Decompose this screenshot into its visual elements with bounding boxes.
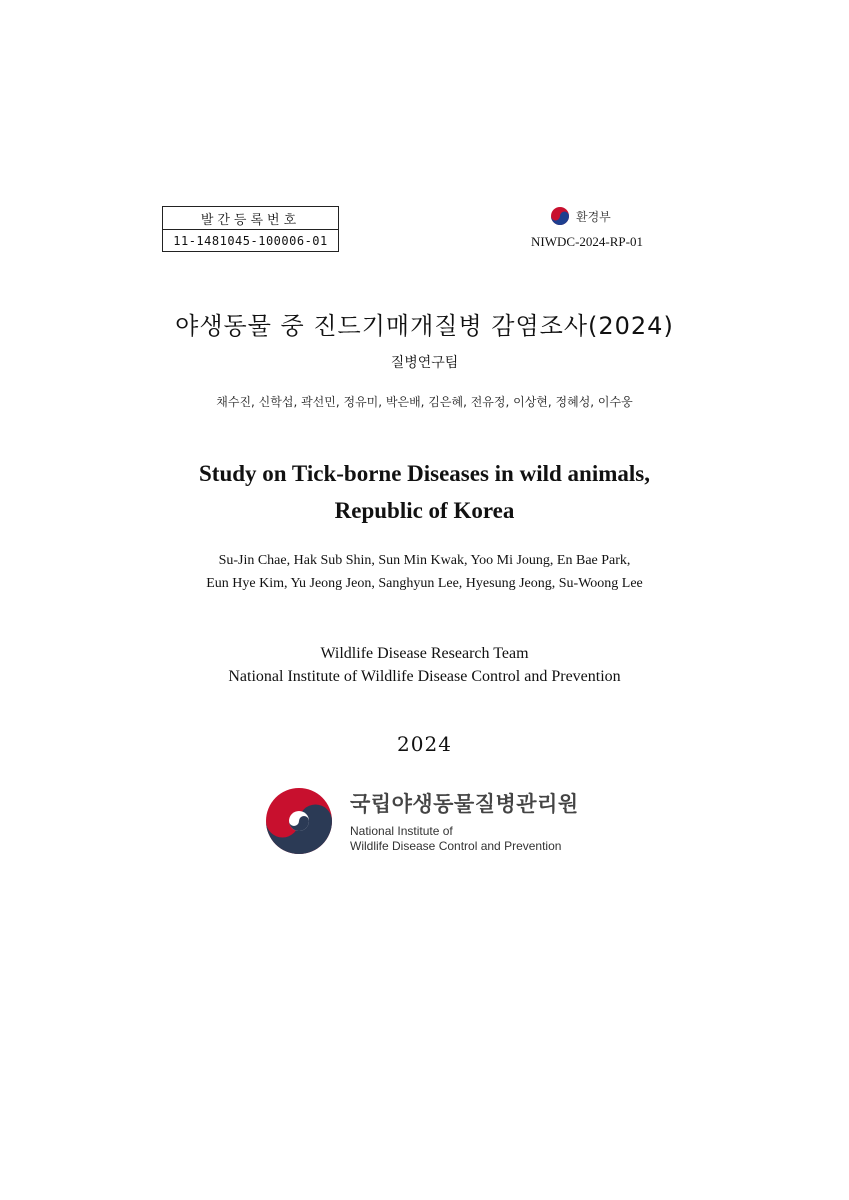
institute-logo — [264, 786, 579, 856]
institute-name-en-line2: Wildlife Disease Control and Prevention — [350, 839, 562, 853]
ministry-name: 환경부 — [576, 209, 611, 224]
institute-name-en — [350, 824, 579, 854]
korean-title: 야생동물 중 진드기매개질병 감염조사(2024) — [175, 312, 674, 340]
institute-text — [350, 788, 579, 854]
registration-box — [162, 206, 339, 252]
english-team: Wildlife Disease Research Team — [320, 645, 529, 662]
english-authors-line1: Su-Jin Chae, Hak Sub Shin, Sun Min Kwak, Yoo Mi Joung, En Bae Park, — [218, 553, 631, 568]
korean-team: 질병연구팀 — [390, 355, 459, 371]
registration-label: 발간등록번호 — [163, 207, 338, 230]
institute-name-kr: 국립야생동물질병관리원 — [350, 792, 579, 816]
taegeuk-icon — [550, 206, 570, 226]
english-authors-line2: Eun Hye Kim, Yu Jeong Jeon, Sanghyun Lee, Hyesung Jeong, Su-Woong Lee — [206, 576, 643, 591]
ministry-mark — [550, 206, 611, 226]
english-title — [0, 455, 849, 529]
english-organization — [0, 642, 849, 688]
english-authors — [0, 549, 849, 595]
registration-number: 11-1481045-100006-01 — [173, 234, 328, 248]
institute-name-en-line1: National Institute of — [350, 824, 453, 838]
taegeuk-logo-icon — [264, 786, 334, 856]
english-title-line2: Republic of Korea — [334, 498, 515, 523]
korean-authors: 채수진, 신학섭, 곽선민, 정유미, 박은배, 김은혜, 전유정, 이상현, 정혜성, 이수웅 — [216, 395, 633, 409]
english-title-line1: Study on Tick-borne Diseases in wild animals, — [199, 461, 650, 486]
publication-year: 2024 — [397, 732, 452, 756]
report-number: NIWDC-2024-RP-01 — [531, 234, 643, 249]
english-institute: National Institute of Wildlife Disease Control and Prevention — [228, 668, 621, 685]
